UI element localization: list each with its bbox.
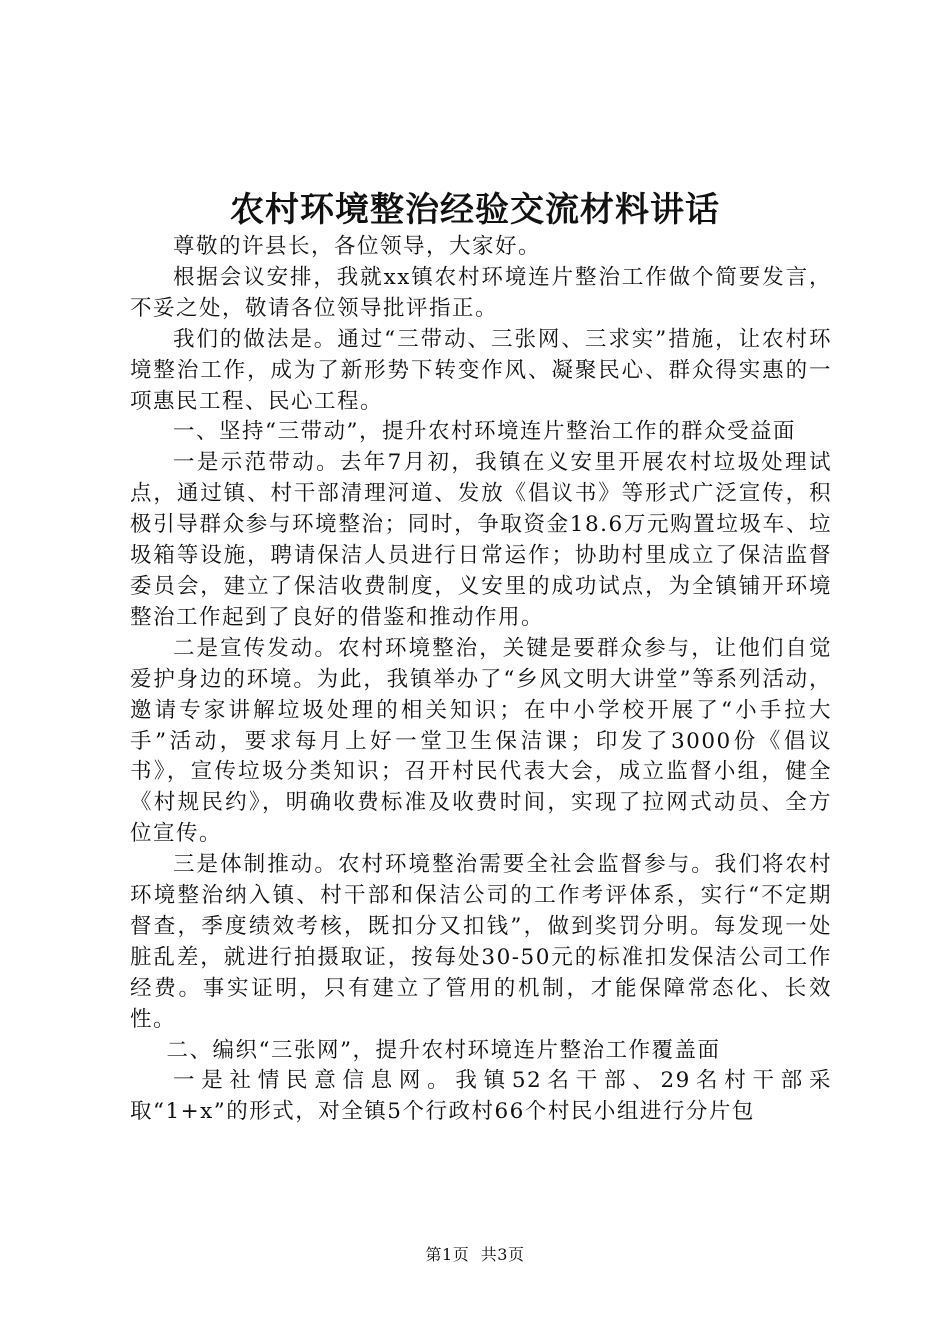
document-title: 农村环境整治经验交流材料讲话	[230, 190, 720, 230]
section-heading-two: 二、编织“三张网”，提升农村环境连片整治工作覆盖面	[166, 1037, 721, 1063]
paragraph-demonstration: 一是示范带动。去年7月初，我镇在义安里开展农村垃圾处理试点，通过镇、村干部清理河道、发放《倡议书》等形式广泛宣传，积极引导群众参与环境整治；同时，争取资金18.6万元购置垃圾车、垃圾箱等设施，聘请保洁人员进行日常运作；协助村里成立了保洁监督委员会，建立了保洁收费制度，义安里的成功试点，为全镇铺开环境整治工作起到了良好的借鉴和推动作用。	[130, 450, 832, 630]
paragraph-mechanism: 三是体制推动。农村环境整治需要全社会监督参与。我们将农村环境整治纳入镇、村干部和保洁公司的工作考评体系，实行“不定期督查，季度绩效考核，既扣分又扣钱”，做到奖罚分明。每发现一处脏乱差，就进行拍摄取证，按每处30-50元的标准扣发保洁公司工作经费。事实证明，只有建立了管用的机制，才能保障常态化、长效性。	[130, 852, 832, 1032]
page-total: 共3页	[480, 1245, 525, 1264]
paragraph-approach: 我们的做法是。通过“三带动、三张网、三求实”措施，让农村环境整治工作，成为了新形势下转变作风、凝聚民心、群众得实惠的一项惠民工程、民心工程。	[130, 326, 832, 414]
section-heading-one: 一、坚持“三带动”，提升农村环境连片整治工作的群众受益面	[173, 419, 796, 445]
page-number: 第1页	[425, 1245, 470, 1264]
document-body	[130, 232, 832, 1128]
paragraph-publicity: 二是宣传发动。农村环境整治，关键是要群众参与，让他们自觉爱护身边的环境。为此，我镇举办了“乡风文明大讲堂”等系列活动，邀请专家讲解垃圾处理的相关知识；在中小学校开展了“小手拉大手”活动，要求每月上好一堂卫生保洁课；印发了3000份《倡议书》，宣传垃圾分类知识；召开村民代表大会，成立监督小组，健全《村规民约》，明确收费标准及收费时间，实现了拉网式动员、全方位宣传。	[130, 635, 832, 847]
paragraph-greeting: 尊敬的许县长，各位领导，大家好。	[173, 234, 542, 259]
page-footer	[0, 1244, 950, 1266]
paragraph-info-network: 一是社情民意信息网。我镇52名干部、29名村干部采取“1+x”的形式，对全镇5个行政村66个村民小组进行分片包	[130, 1068, 832, 1125]
paragraph-intro: 根据会议安排，我就xx镇农村环境连片整治工作做个简要发言，不妥之处，敬请各位领导批评指正。	[130, 264, 832, 321]
